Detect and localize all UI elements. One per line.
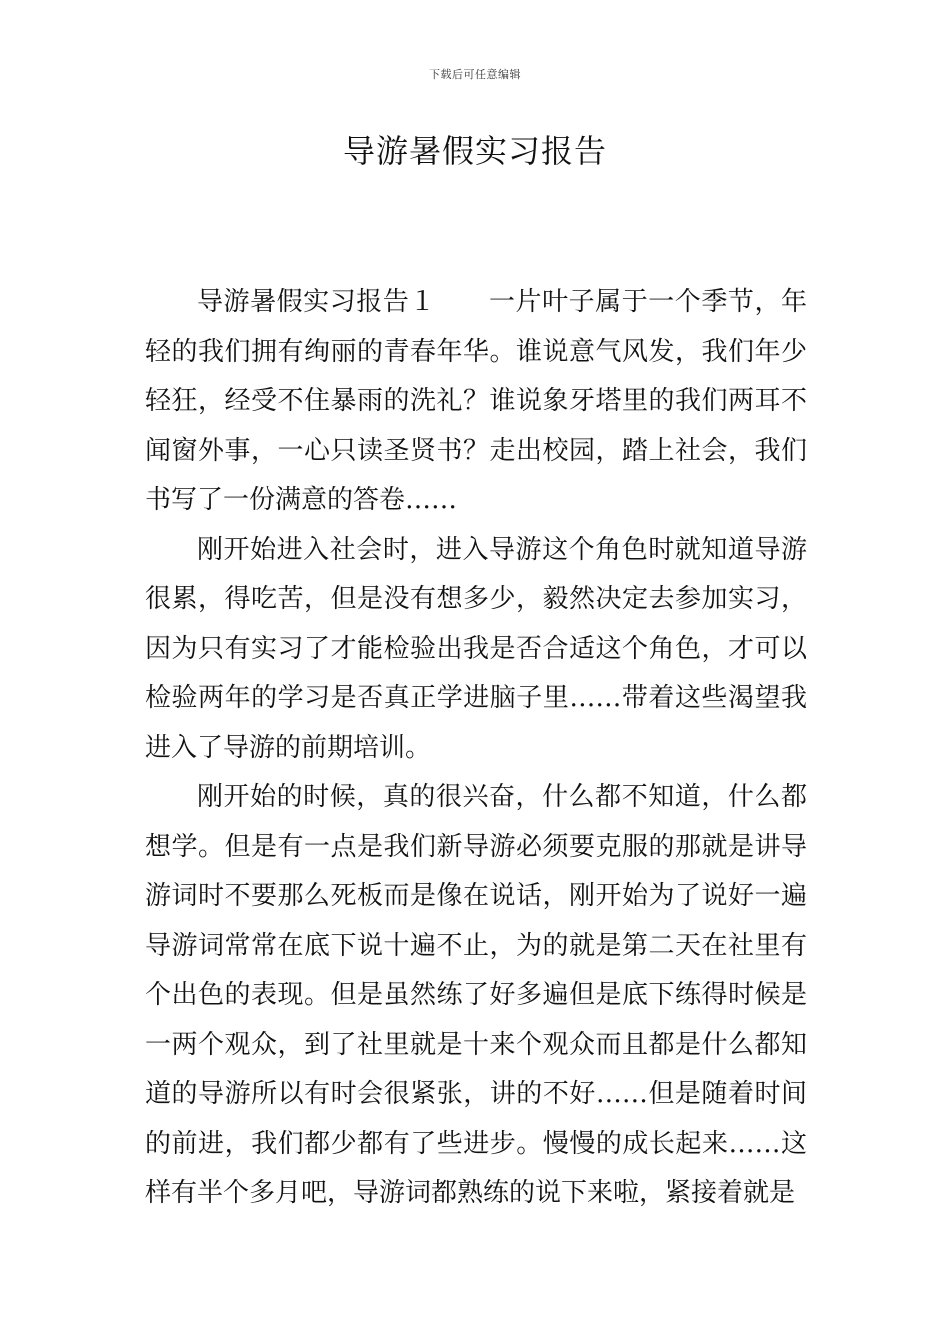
document-body bbox=[145, 278, 807, 1219]
header-note: 下载后可任意编辑 bbox=[429, 68, 521, 81]
paragraph-1: 导游暑假实习报告１ 一片叶子属于一个季节，年轻的我们拥有绚丽的青春年华。谁说意气风发，我们年少轻狂，经受不住暴雨的洗礼？谁说象牙塔里的我们两耳不闻窗外事，一心只读圣贤书？走出校园，踏上社会，我们书写了一份满意的答卷…… bbox=[145, 287, 807, 515]
document-title: 导游暑假实习报告 bbox=[342, 132, 607, 170]
paragraph-2: 刚开始进入社会时，进入导游这个角色时就知道导游很累，得吃苦，但是没有想多少，毅然决定去参加实习，因为只有实习了才能检验出我是否合适这个角色，才可以检验两年的学习是否真正学进脑子里……带着这些渴望我进入了导游的前期培训。 bbox=[145, 534, 807, 763]
paragraph-3: 刚开始的时候，真的很兴奋，什么都不知道，什么都想学。但是有一点是我们新导游必须要克服的那就是讲导游词时不要那么死板而是像在说话，刚开始为了说好一遍导游词常常在底下说十遍不止，为的就是第二天在社里有个出色的表现。但是虽然练了好多遍但是底下练得时候是一两个观众，到了社里就是十来个观众而且都是什么都知道的导游所以有时会很紧张，讲的不好……但是随着时间的前进，我们都少都有了些进步。慢慢的成长起来……这样有半个多月吧，导游词都熟练的说下来啦，紧接着就是 bbox=[145, 782, 807, 1208]
